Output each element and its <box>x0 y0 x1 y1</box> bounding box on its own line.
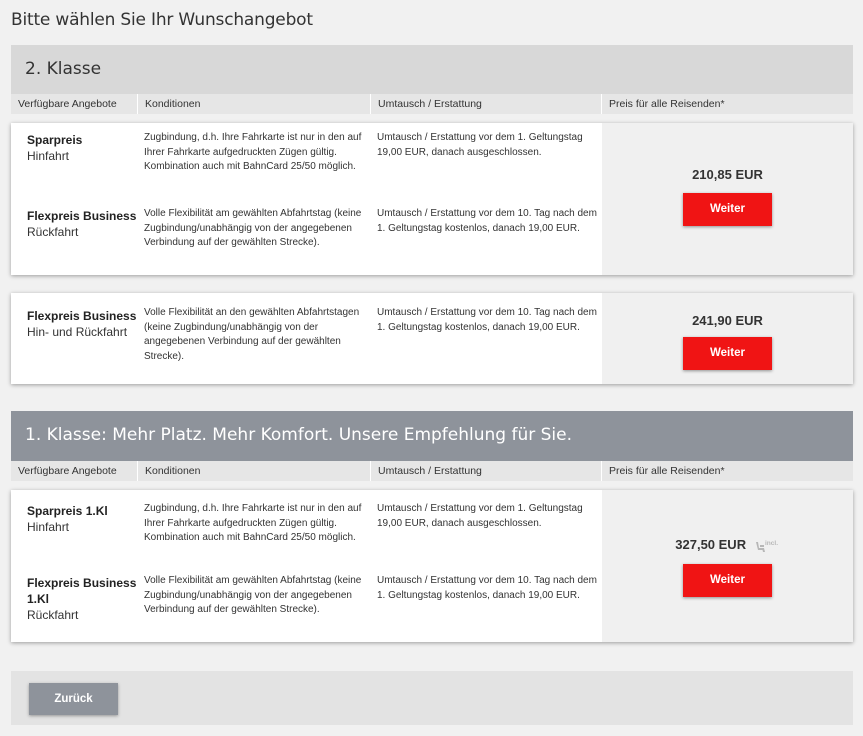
offer-exchange: Umtausch / Erstattung vor dem 10. Tag nach dem 1. Geltungstag kostenlos, danach 19,00 EUR. <box>377 307 597 333</box>
offer-card <box>11 490 853 642</box>
column-header-conditions: Konditionen <box>145 98 201 110</box>
offer-conditions: Zugbindung, d.h. Ihre Fahrkarte ist nur in den auf Ihrer Fahrkarte aufgedruckten Zügen gültig. Kombination auch mit BahnCard 25/50 möglich. <box>144 132 362 172</box>
offer-name-sub: Rückfahrt <box>27 225 79 239</box>
page-title: Bitte wählen Sie Ihr Wunschangebot <box>11 10 313 30</box>
offer-name <box>27 308 137 340</box>
column-header-exchange: Umtausch / Erstattung <box>378 98 482 110</box>
column-header-offers: Verfügbare Angebote <box>18 465 117 477</box>
offer-card <box>11 293 853 384</box>
footer-bar <box>11 671 853 725</box>
offer-name-sub: Hinfahrt <box>27 149 70 163</box>
offer-conditions: Zugbindung, d.h. Ihre Fahrkarte ist nur in den auf Ihrer Fahrkarte aufgedruckten Zügen gültig. Kombination auch mit BahnCard 25/50 möglich. <box>144 503 362 543</box>
offer-name-sub: Hin- und Rückfahrt <box>27 325 128 339</box>
incl-label: incl. <box>764 539 778 547</box>
first-class-header: 1. Klasse: Mehr Platz. Mehr Komfort. Unsere Empfehlung für Sie. <box>11 411 853 461</box>
price-label: 241,90 EUR <box>692 313 763 328</box>
price-label <box>602 537 853 554</box>
column-header-offers: Verfügbare Angebote <box>18 98 117 110</box>
offer-name-bold: Flexpreis Business <box>27 209 137 223</box>
weiter-button[interactable]: Weiter <box>683 193 772 226</box>
price-label: 210,85 EUR <box>692 167 763 182</box>
price-value: 327,50 EUR <box>675 537 747 552</box>
offer-name <box>27 503 108 535</box>
column-header-row <box>11 461 853 481</box>
offer-name <box>27 208 137 240</box>
offer-name <box>27 132 82 164</box>
offer-name-bold: Sparpreis 1.Kl <box>27 504 108 518</box>
offer-exchange: Umtausch / Erstattung vor dem 10. Tag nach dem 1. Geltungstag kostenlos, danach 19,00 EUR. <box>377 208 597 234</box>
weiter-button[interactable]: Weiter <box>683 337 772 370</box>
column-header-row <box>11 94 853 114</box>
offer-name-bold: Flexpreis Business 1.Kl <box>27 576 137 606</box>
column-header-exchange: Umtausch / Erstattung <box>378 465 482 477</box>
offer-exchange: Umtausch / Erstattung vor dem 1. Geltungstag 19,00 EUR, danach ausgeschlossen. <box>377 132 583 158</box>
offer-conditions: Volle Flexibilität am gewählten Abfahrtstag (keine Zugbindung/unabhängig von der angegebenen Verbindung auf der gewählten Strecke). <box>144 575 362 615</box>
column-header-price: Preis für alle Reisenden* <box>609 98 725 110</box>
offer-name-bold: Sparpreis <box>27 133 83 147</box>
back-button[interactable]: Zurück <box>29 683 118 715</box>
offer-conditions: Volle Flexibilität am gewählten Abfahrtstag (keine Zugbindung/unabhängig von der angegebenen Verbindung auf der gewählten Strecke). <box>144 208 362 248</box>
offer-conditions: Volle Flexibilität an den gewählten Abfahrtstagen (keine Zugbindung/unabhängig von der angegebenen Verbindung auf der gewählten Strecke). <box>144 307 360 362</box>
weiter-button[interactable]: Weiter <box>683 564 772 597</box>
offer-name-sub: Rückfahrt <box>27 608 79 622</box>
offer-name-bold: Flexpreis Business <box>27 309 137 323</box>
seat-reservation-incl-icon <box>754 538 780 554</box>
column-header-conditions: Konditionen <box>145 465 201 477</box>
offer-exchange: Umtausch / Erstattung vor dem 1. Geltungstag 19,00 EUR, danach ausgeschlossen. <box>377 503 583 529</box>
column-header-price: Preis für alle Reisenden* <box>609 465 725 477</box>
offer-name-sub: Hinfahrt <box>27 520 70 534</box>
offer-exchange: Umtausch / Erstattung vor dem 10. Tag nach dem 1. Geltungstag kostenlos, danach 19,00 EUR. <box>377 575 597 601</box>
second-class-header: 2. Klasse <box>11 45 853 94</box>
offer-card <box>11 123 853 275</box>
offer-name <box>27 575 137 623</box>
